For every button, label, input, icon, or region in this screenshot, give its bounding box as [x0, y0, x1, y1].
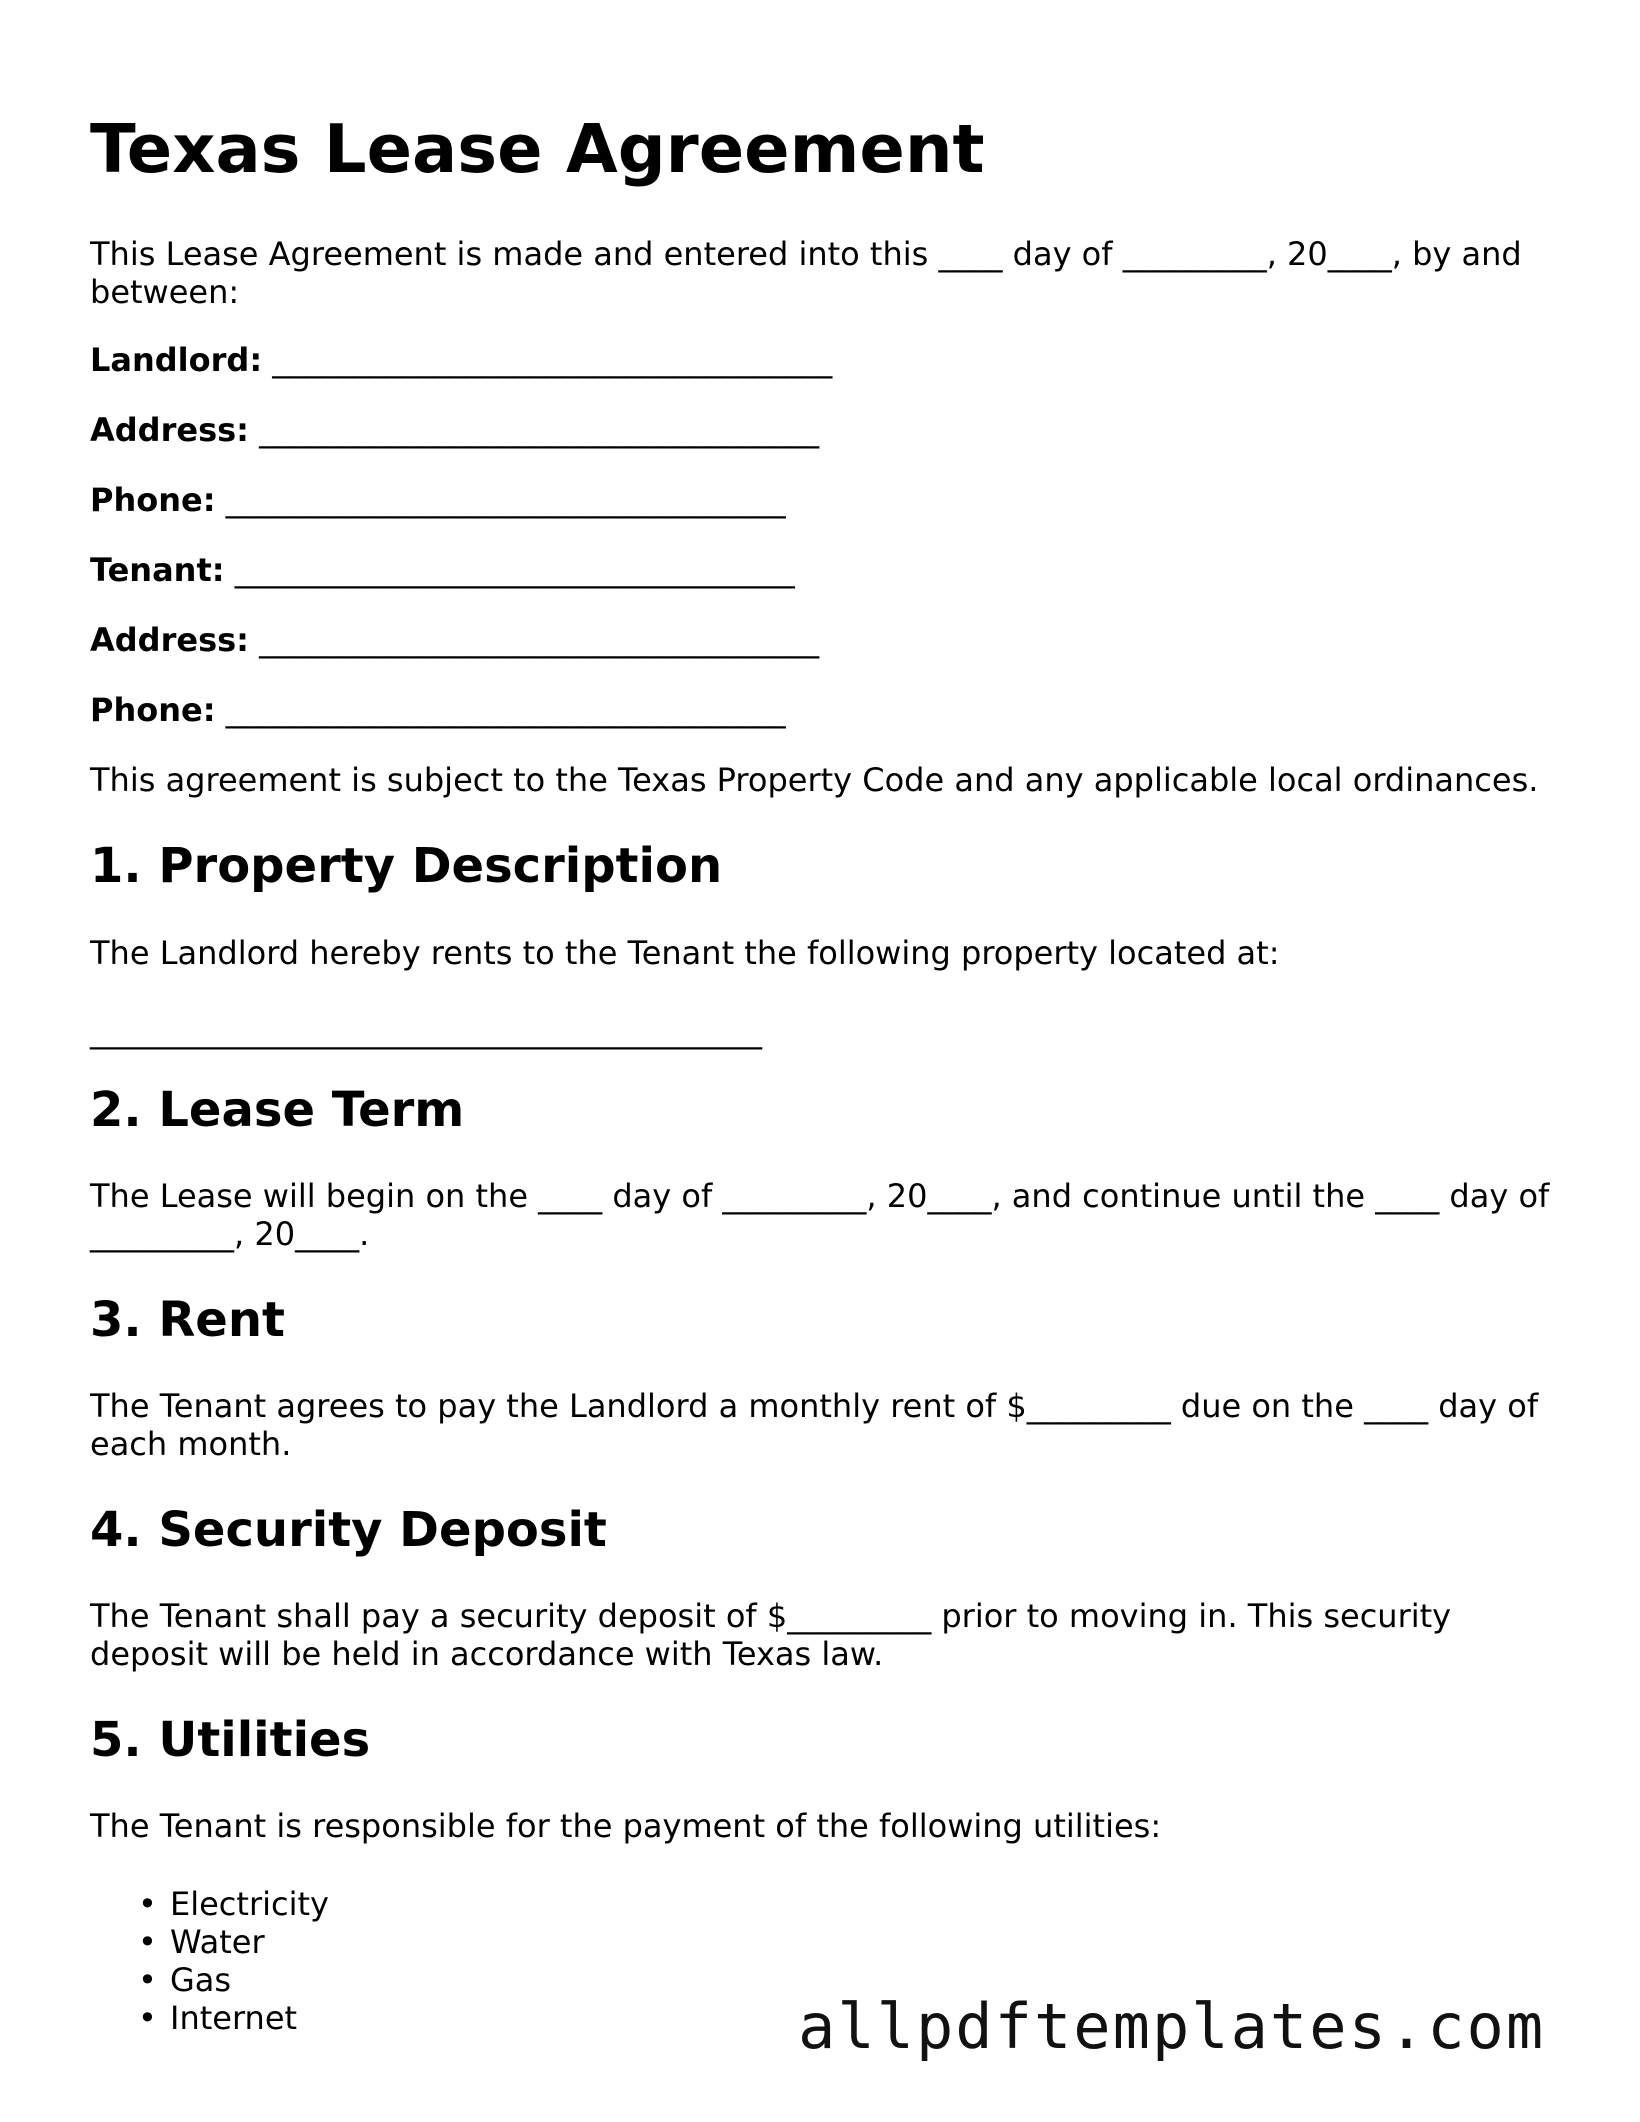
section-heading-lease-term: 2. Lease Term [90, 1082, 465, 1138]
tenant-address-label: Address: [90, 621, 249, 659]
bullet-icon: • [138, 1885, 157, 1923]
section-heading-rent: 3. Rent [90, 1292, 285, 1348]
section-text-rent: The Tenant agrees to pay the Landlord a monthly rent of $_________ due on the ____ day of each month. [90, 1387, 1539, 1463]
subject-paragraph: This agreement is subject to the Texas Property Code and any applicable local ordinances. [90, 761, 1539, 799]
landlord-address-label: Address: [90, 411, 249, 449]
section-heading-utilities: 5. Utilities [90, 1712, 371, 1768]
list-item: • Water [138, 1923, 265, 1961]
tenant-label: Tenant: [90, 551, 225, 589]
tenant-address-field [90, 621, 819, 659]
landlord-phone-label: Phone: [90, 481, 216, 519]
list-item: • Electricity [138, 1885, 329, 1923]
section-text-utilities: The Tenant is responsible for the payment of the following utilities: [90, 1807, 1162, 1845]
landlord-blank: ___________________________________ [272, 341, 833, 379]
landlord-field [90, 341, 832, 379]
list-item: • Gas [138, 1961, 232, 1999]
list-item: • Internet [138, 1999, 298, 2037]
bullet-icon: • [138, 1923, 157, 1961]
section-text-security-deposit: The Tenant shall pay a security deposit of $_________ prior to moving in. This security deposit will be held in accordance with Texas law. [90, 1597, 1452, 1673]
tenant-address-blank: ___________________________________ [259, 621, 820, 659]
tenant-field [90, 551, 795, 589]
tenant-phone-field [90, 691, 786, 729]
property-address-blank: __________________________________________ [90, 1012, 762, 1050]
intro-paragraph: This Lease Agreement is made and entered into this ____ day of _________, 20____, by and between: [90, 235, 1522, 311]
section-heading-security-deposit: 4. Security Deposit [90, 1502, 607, 1558]
landlord-label: Landlord: [90, 341, 263, 379]
section-text-property: The Landlord hereby rents to the Tenant the following property located at: [90, 934, 1280, 972]
tenant-phone-blank: ___________________________________ [225, 691, 786, 729]
tenant-blank: ___________________________________ [234, 551, 795, 589]
landlord-address-blank: ___________________________________ [259, 411, 820, 449]
bullet-icon: • [138, 1999, 157, 2037]
landlord-phone-blank: ___________________________________ [225, 481, 786, 519]
document-title: Texas Lease Agreement [90, 110, 985, 188]
landlord-phone-field [90, 481, 786, 519]
utilities-list [90, 1885, 329, 2037]
watermark: allpdftemplates.com [798, 1990, 1546, 2063]
tenant-phone-label: Phone: [90, 691, 216, 729]
section-text-lease-term: The Lease will begin on the ____ day of _________, 20____, and continue until the ____ day of _________, 20____. [90, 1177, 1550, 1253]
section-heading-property: 1. Property Description [90, 838, 723, 894]
landlord-address-field [90, 411, 819, 449]
bullet-icon: • [138, 1961, 157, 1999]
